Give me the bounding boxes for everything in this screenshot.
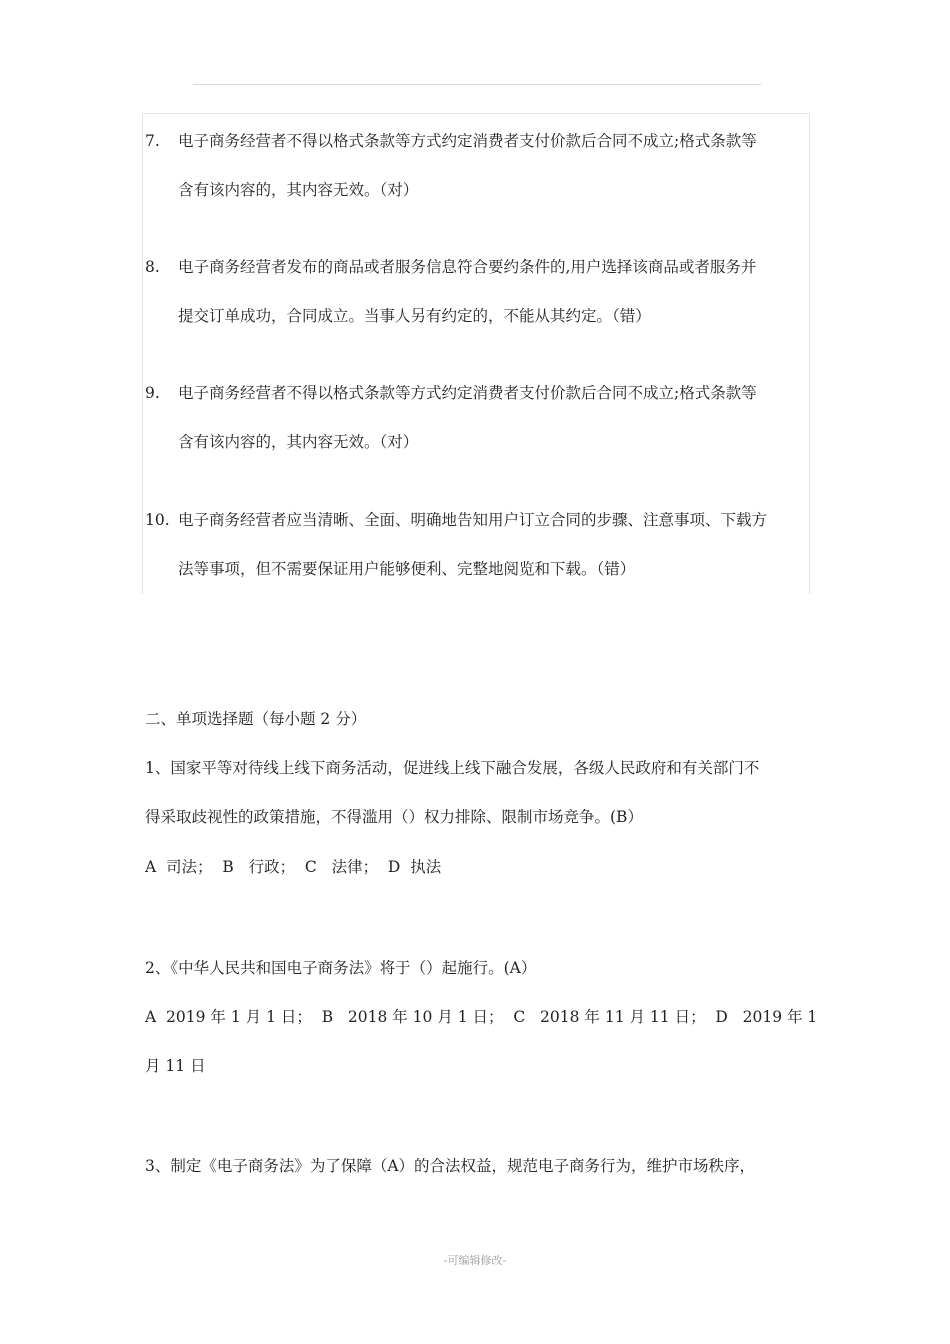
item-number: 8. <box>145 258 160 276</box>
question-options: A 2019 年 1 月 1 日； B 2018 年 10 月 1 日； C 2018 年 11 月 11 日； D 2019 年 1 <box>145 1008 818 1026</box>
question-text-line: 2、《中华人民共和国电子商务法》将于（）起施行。(A） <box>145 959 537 977</box>
header-rule <box>193 84 761 85</box>
item-text-line: 法等事项，但不需要保证用户能够便利、完整地阅览和下载。（错） <box>178 560 636 578</box>
question-text-line: 3、制定《电子商务法》为了保障（A）的合法权益，规范电子商务行为，维护市场秩序， <box>145 1157 756 1175</box>
item-number: 9. <box>145 384 160 402</box>
item-text-line: 电子商务经营者不得以格式条款等方式约定消费者支付价款后合同不成立;格式条款等 <box>178 384 757 402</box>
item-text-line: 电子商务经营者应当清晰、全面、明确地告知用户订立合同的步骤、注意事项、下载方 <box>178 511 768 529</box>
item-text-line: 含有该内容的，其内容无效。（对） <box>178 181 419 199</box>
item-text-line: 提交订单成功，合同成立。当事人另有约定的，不能从其约定。（错） <box>178 307 651 325</box>
item-number: 7. <box>145 132 160 150</box>
question-options: A 司法； B 行政； C 法律； D 执法 <box>145 858 442 876</box>
page-footer: -可编辑修改- <box>443 1254 507 1267</box>
item-number: 10. <box>145 511 170 529</box>
section-title: 二、单项选择题（每小题 2 分） <box>145 710 367 728</box>
question-text-line: 得采取歧视性的政策措施，不得滥用（）权力排除、限制市场竞争。(B） <box>145 808 643 826</box>
item-text-line: 电子商务经营者发布的商品或者服务信息符合要约条件的,用户选择该商品或者服务并 <box>178 258 757 276</box>
item-text-line: 含有该内容的，其内容无效。（对） <box>178 433 419 451</box>
question-options: 月 11 日 <box>145 1057 206 1075</box>
question-text-line: 1、国家平等对待线上线下商务活动，促进线上线下融合发展，各级人民政府和有关部门不 <box>145 759 760 777</box>
item-text-line: 电子商务经营者不得以格式条款等方式约定消费者支付价款后合同不成立;格式条款等 <box>178 132 757 150</box>
